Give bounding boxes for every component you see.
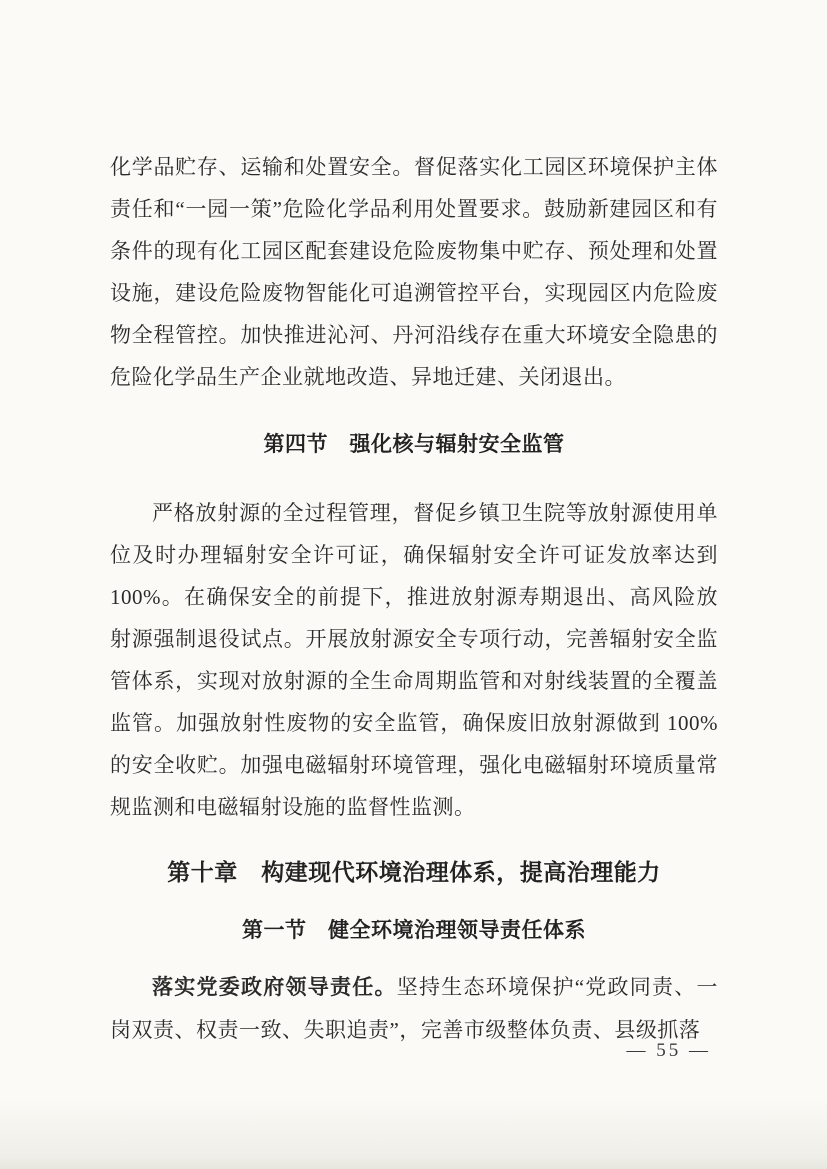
paragraph-lead-bold: 落实党委政府领导责任。 — [152, 976, 397, 999]
chapter-10-heading: 第十章 构建现代环境治理体系，提高治理能力 — [167, 859, 661, 885]
page-number: — 55 — — [626, 1040, 711, 1061]
page-content — [110, 146, 718, 1051]
paragraph-lead-rest: 坚持生态环境保护“党政同责、一岗双责、权责一致、失职追责”，完善市级整体负责、县级抓落 — [110, 975, 718, 1042]
paragraph-radiation-safety: 严格放射源的全过程管理，督促乡镇卫生院等放射源使用单位及时办理辐射安全许可证，确保辐射安全许可证发放率达到100%。在确保安全的前提下，推进放射源寿期退出、高风险放射源强制退役试点。开展放射源安全专项行动，完善辐射安全监管体系，实现对放射源的全生命周期监管和对射线装置的全覆盖监管。加强放射性废物的安全监管，确保废旧放射源做到 100%的安全收贮。加强电磁辐射环境管理，强化电磁辐射环境质量常规监测和电磁辐射设施的监督性监测。 — [110, 501, 718, 819]
section-4-heading: 第四节 强化核与辐射安全监管 — [263, 433, 565, 456]
paragraph-chemical-safety: 化学品贮存、运输和处置安全。督促落实化工园区环境保护主体责任和“一园一策”危险化学品利用处置要求。鼓励新建园区和有条件的现有化工园区配套建设危险废物集中贮存、预处理和处置设施，建设危险废物智能化可追溯管控平台，实现园区内危险废物全程管控。加快推进沁河、丹河沿线存在重大环境安全隐患的危险化学品生产企业就地改造、异地迁建、关闭退出。 — [110, 155, 718, 389]
paragraph-leadership-responsibility — [110, 966, 718, 1051]
section-1-heading: 第一节 健全环境治理领导责任体系 — [242, 919, 586, 942]
